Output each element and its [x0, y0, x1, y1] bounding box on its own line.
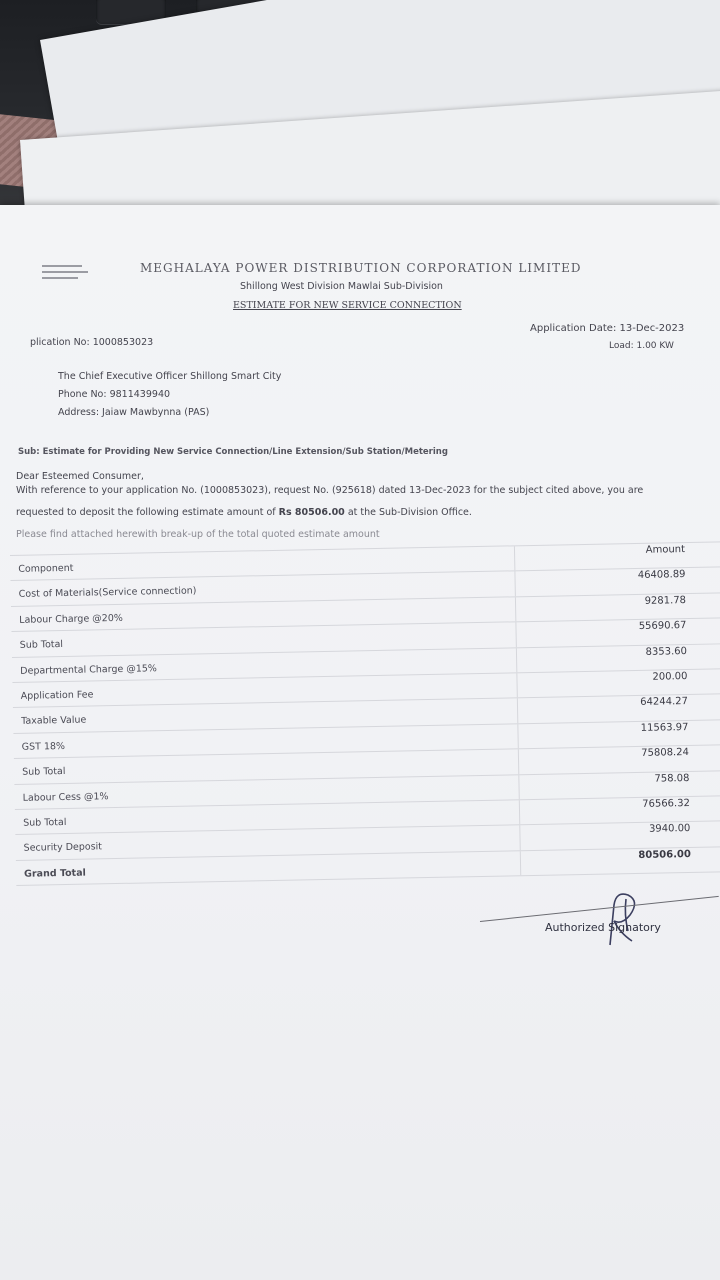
- load-value: Load: 1.00 KW: [609, 341, 674, 351]
- salutation: Dear Esteemed Consumer,: [16, 471, 144, 482]
- company-logo: [42, 265, 92, 295]
- estimate-amount: Rs 80506.00: [278, 507, 345, 518]
- document-title: ESTIMATE FOR NEW SERVICE CONNECTION: [233, 300, 462, 311]
- application-number: plication No: 1000853023: [30, 337, 154, 348]
- application-date: Application Date: 13-Dec-2023: [530, 323, 685, 334]
- row-amount: 200.00: [652, 670, 688, 683]
- addressee-address: Address: Jaiaw Mawbynna (PAS): [58, 407, 210, 418]
- authorized-signatory: Authorized Signatory: [545, 921, 661, 934]
- row-component: GST 18%: [13, 724, 518, 758]
- row-component: Cost of Materials(Service connection): [11, 572, 516, 606]
- header-component: Component: [10, 546, 515, 580]
- row-amount: 11563.97: [640, 721, 689, 734]
- row-amount: 80506.00: [638, 848, 691, 861]
- row-amount: 758.08: [654, 772, 690, 785]
- row-component: Labour Charge @20%: [11, 597, 516, 631]
- row-component: Sub Total: [14, 749, 519, 783]
- addressee-name: The Chief Executive Officer Shillong Smart City: [58, 371, 282, 382]
- row-amount: 75808.24: [641, 747, 690, 760]
- row-amount: 76566.32: [642, 797, 690, 810]
- addressee-phone: Phone No: 9811439940: [58, 389, 171, 400]
- row-amount: 46408.89: [637, 569, 686, 582]
- body-line-3: Please find attached herewith break-up of the total quoted estimate amount: [16, 529, 380, 540]
- estimate-document: [0, 205, 720, 1280]
- row-component: Application Fee: [12, 673, 517, 707]
- row-amount: 55690.67: [638, 620, 687, 633]
- row-amount: 8353.60: [645, 645, 688, 658]
- row-component: Departmental Charge @15%: [12, 648, 517, 682]
- body-line-1: With reference to your application No. (1000853023), request No. (925618) dated 13-Dec-2023 for the subject cited above, you are: [16, 485, 644, 496]
- row-component: Sub Total: [15, 800, 520, 834]
- body-line-2-suffix: at the Sub-Division Office.: [344, 507, 472, 518]
- subdivision-name: Shillong West Division Mawlai Sub-Division: [240, 281, 443, 292]
- body-line-2: [16, 507, 472, 518]
- estimate-table: [10, 541, 720, 886]
- subject-line: Sub: Estimate for Providing New Service Connection/Line Extension/Sub Station/Metering: [18, 447, 448, 457]
- header-amount: Amount: [645, 544, 686, 556]
- row-component: Grand Total: [16, 851, 521, 885]
- company-name: MEGHALAYA POWER DISTRIBUTION CORPORATION LIMITED: [140, 261, 582, 275]
- row-component: Security Deposit: [15, 826, 520, 860]
- row-component: Labour Cess @1%: [14, 775, 519, 809]
- row-amount: 3940.00: [648, 823, 691, 836]
- row-amount: 9281.78: [644, 594, 687, 607]
- row-amount: 64244.27: [640, 696, 689, 709]
- row-component: Taxable Value: [13, 699, 518, 733]
- signature-scribble: [580, 885, 660, 955]
- body-line-2-prefix: requested to deposit the following estimate amount of: [16, 507, 279, 518]
- row-component: Sub Total: [11, 622, 516, 656]
